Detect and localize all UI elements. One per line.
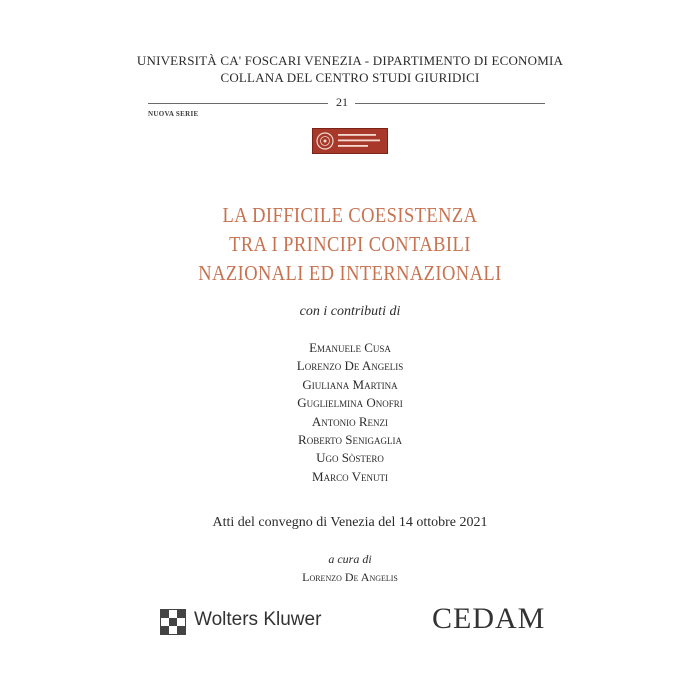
series-divider-right — [355, 103, 545, 104]
conference-proceedings-note: Atti del convegno di Venezia del 14 ottobre 2021 — [212, 515, 488, 530]
editor-name: Lorenzo De Angelis — [302, 570, 398, 584]
editor-label: a cura di — [328, 552, 372, 566]
book-series-name: COLLANA DEL CENTRO STUDI GIURIDICI — [220, 70, 480, 85]
wolters-kluwer-logo-icon — [160, 609, 186, 635]
book-title-line-3: NAZIONALI ED INTERNAZIONALI — [198, 261, 502, 285]
book-title-line-1: LA DIFFICILE COESISTENZA — [222, 203, 478, 227]
book-title-line-2: TRA I PRINCIPI CONTABILI — [229, 232, 471, 256]
publisher-name-wolters-kluwer: Wolters Kluwer — [194, 609, 322, 630]
contributor-name: Antonio Renzi — [311, 413, 389, 429]
contributor-name: Ugo Sòstero — [316, 450, 384, 466]
contributor-name: Lorenzo De Angelis — [296, 358, 404, 374]
series-number: 21 — [336, 95, 348, 109]
contributor-name: Emanuele Cusa — [309, 340, 391, 355]
contributor-name: Marco Venuti — [312, 468, 388, 484]
series-divider-left — [148, 103, 328, 104]
university-seal-icon — [312, 128, 388, 154]
contributors-intro: con i contributi di — [299, 304, 401, 319]
publisher-name-cedam: CEDAM — [432, 602, 546, 635]
series-label: NUOVA SERIE — [148, 110, 199, 118]
university-department-header: UNIVERSITÀ CA' FOSCARI VENEZIA - DIPARTIMENTO DI ECONOMIA — [136, 53, 564, 68]
contributor-name: Giuliana Martina — [302, 376, 398, 392]
contributors-list — [0, 339, 700, 486]
contributor-name: Roberto Senigaglia — [298, 432, 402, 448]
contributor-name: Guglielmina Onofri — [297, 395, 403, 411]
